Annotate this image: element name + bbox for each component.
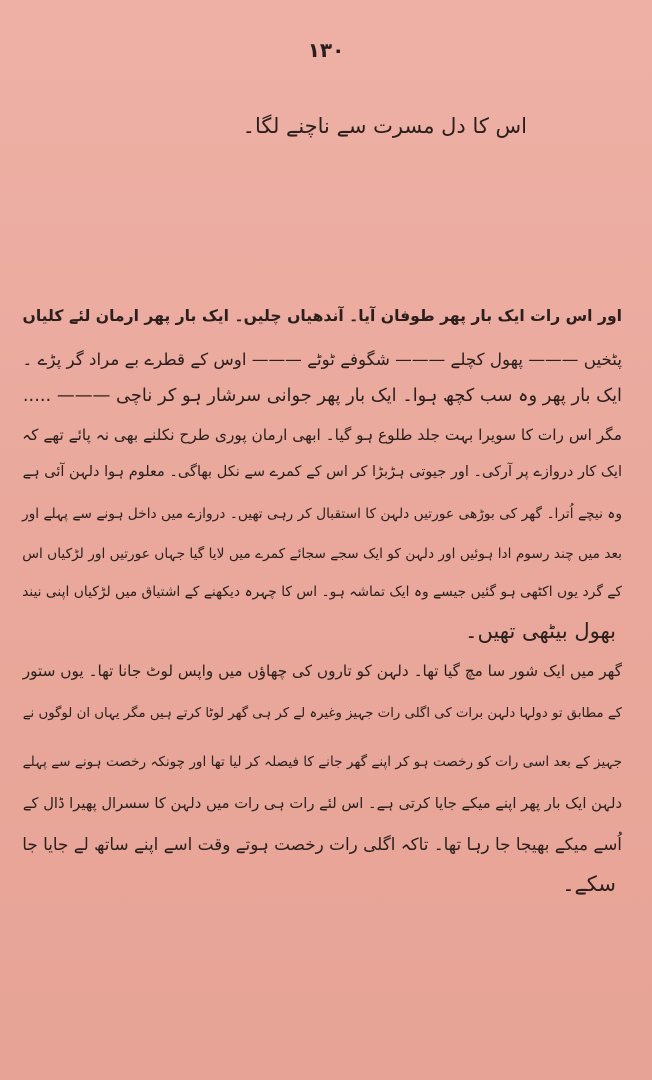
page-number: ۱۳۰ <box>307 38 345 62</box>
paragraph-line: اور اس رات ایک بار پھر طوفان آیا۔ آندھیاں چلیں۔ ایک بار پھر ارمان لئے کلیاں <box>22 307 622 325</box>
paragraph-line: پٹخیں ——— پھول کچلے ——— شگوفے ٹوٹے ——— اوس کے قطرے بے مراد گر پڑے ۔ <box>22 349 622 369</box>
paragraph-line: بعد میں چند رسوم ادا ہوئیں اور دلہن کو ایک سجے سجائے کمرے میں لایا گیا جہاں عورتیں اور لڑکیاں اس <box>22 546 622 562</box>
opening-line: اس کا دل مسرت سے ناچنے لگا۔ <box>242 114 527 138</box>
paragraph-line: کے مطابق تو دولہا دلہن برات کی اگلی رات جہیز وغیرہ لے کر ہی گھر لوٹا کرتے ہیں مگر یہاں ان لوگوں نے <box>22 706 622 721</box>
paragraph-line: ایک بار پھر وہ سب کچھ ہوا۔ ایک بار پھر جوانی سرشار ہو کر ناچی ——— ..... <box>22 385 622 406</box>
paragraph-line: کے گرد یوں اکٹھی ہو گئیں جیسے وہ ایک تماشہ ہو۔ اس کا چہرہ دیکھنے کے اشتیاق میں لڑکیاں اپنی نیند <box>22 584 622 600</box>
paragraph-line: مگر اس رات کا سویرا بہت جلد طلوع ہو گیا۔ ابھی ارمان پوری طرح نکلنے بھی نہ پائے تھے کہ <box>22 426 622 444</box>
paragraph-line: بھول بیٹھی تھیں۔ <box>465 619 616 643</box>
paragraph-line: دلہن ایک بار پھر اپنے میکے جایا کرتی ہے۔ اس لئے رات ہی رات میں دلہن کا سسرال پھیرا ڈال کے <box>22 795 622 812</box>
paragraph-line: گھر میں ایک شور سا مچ گیا تھا۔ دلہن کو تاروں کی چھاؤں میں واپس لوٹ جانا تھا۔ یوں ستور <box>22 662 622 680</box>
paragraph-line: جہیز کے بعد اسی رات کو رخصت ہو کر اپنے گھر جانے کا فیصلہ کر لیا تھا اور چونکہ رخصت ہونے سے پہلے <box>22 754 622 770</box>
paragraph-line: اُسے میکے بھیجا جا رہا تھا۔ تاکہ اگلی رات رخصت ہوتے وقت اسے اپنے ساتھ لے جایا جا <box>22 834 622 854</box>
paragraph-line: سکے۔ <box>562 872 616 896</box>
paragraph-line: وہ نیچے اُترا۔ گھر کی بوڑھی عورتیں دلہن کا استقبال کر رہی تھیں۔ دروازے میں داخل ہونے سے پہلے اور <box>21 506 622 522</box>
paragraph-line: ایک کار دروازے پر آرکی۔ اور جیوتی ہڑبڑا کر اس کے کمرے سے نکل بھاگی۔ معلوم ہوا دلہن آئی ہے <box>22 464 622 480</box>
